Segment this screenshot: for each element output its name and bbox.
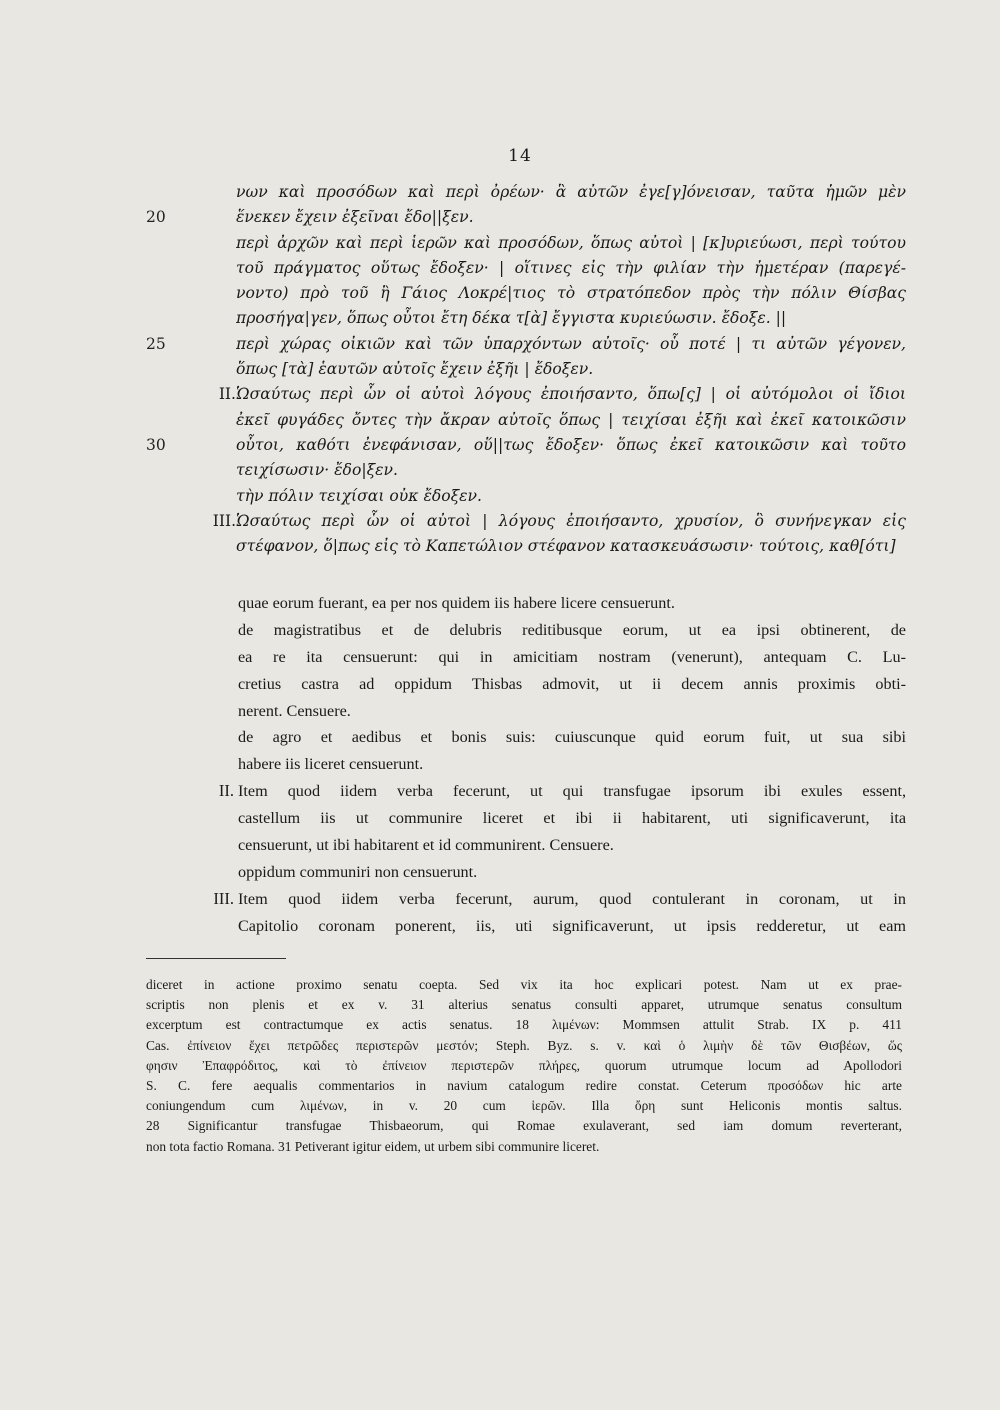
greek-line (146, 484, 906, 509)
latin-line (150, 644, 906, 671)
latin-line-text: de agro et aedibus et bonis suis: cuiuscunque quid eorum fuit, ut sua sibi (238, 728, 906, 747)
latin-line-text: de magistratibus et de delubris reditibusque eorum, ut ea ipsi obtinerent, de (238, 620, 906, 639)
footnotes-block (146, 975, 902, 1157)
footnote-line (146, 1116, 902, 1136)
greek-line-text: τοῦ πράγματος οὕτως ἔδοξεν· | οἵτινες εἰς τὴν φιλίαν τὴν ἡμετέραν (παρεγέ- (236, 258, 906, 277)
latin-line (150, 778, 906, 805)
line-number: 20 (146, 208, 166, 227)
footnote-text: scriptis non plenis et ex v. 31 alterius senatus consulti apparet, utrumque senatus consultum (146, 997, 902, 1013)
latin-line-text: Item quod iidem verba fecerunt, aurum, quod contulerant in coronam, ut in (238, 889, 906, 908)
greek-line-text: προσήγα|γεν, ὅπως οὗτοι ἔτη δέκα τ[ὰ] ἔγγιστα κυριεύωσιν. ἔδοξε. || (236, 309, 787, 328)
greek-line-text: Ὡσαύτως περὶ ὧν οἱ αὐτοὶ λόγους ἐποιήσαντο, ὅπω[ς] | οἱ αὐτόμολοι οἱ ἴδιοι (236, 385, 906, 404)
latin-line-text: castellum iis ut communire liceret et ibi ii habitarent, uti significaverunt, ita (238, 809, 906, 828)
greek-line-text: τὴν πόλιν τειχίσαι οὐκ ἔδοξεν. (236, 486, 482, 505)
greek-line (146, 408, 906, 433)
latin-line (150, 724, 906, 751)
latin-line (150, 886, 906, 913)
section-marker: II. (218, 385, 236, 404)
footnote-line (146, 975, 902, 995)
latin-line-text: oppidum communiri non censuerunt. (238, 862, 478, 881)
greek-line (146, 458, 906, 483)
greek-line-text: τειχίσωσιν· ἔδο|ξεν. (236, 461, 398, 480)
greek-line (146, 180, 906, 205)
greek-text-block (146, 180, 906, 559)
latin-line (150, 832, 906, 859)
latin-line (150, 671, 906, 698)
section-marker: III. (213, 888, 234, 908)
footnote-text: S. C. fere aequalis commentarios in navium catalogum redire constat. Ceterum προσόδων hic arte (146, 1077, 902, 1093)
latin-line (150, 751, 906, 778)
footnote-line (146, 1076, 902, 1096)
latin-line-text: nerent. Censuere. (238, 701, 351, 720)
footnote-text: coniungendum cum λιμένων, in v. 20 cum ἱερῶν. Illa ὄρη sunt Heliconis montis saltus. (146, 1098, 902, 1114)
greek-line-text: νων καὶ προσόδων καὶ περὶ ὀρέων· ἃ αὐτῶν ἐγε[γ]όνεισαν, ταῦτα ἡμῶν μὲν (236, 183, 906, 201)
greek-line-text: οὗτοι, καθότι ἐνεφάνισαν, οὕ||τως ἔδοξεν· ὅπως ἐκεῖ κατοικῶσιν καὶ τοῦτο (236, 435, 906, 454)
greek-line (146, 256, 906, 281)
latin-line-text: cretius castra ad oppidum Thisbas admovit, ut ii decem annis proximis obti- (238, 674, 906, 693)
greek-line (146, 306, 906, 331)
latin-line (150, 859, 906, 886)
greek-line-text: νοντο) πρὸ τοῦ ἢ Γάιος Λοκρέ|τιος τὸ στρατόπεδον πρὸς τὴν πόλιν Θίσβας (236, 284, 906, 303)
greek-line-text: ἐκεῖ φυγάδες ὄντες τὴν ἄκραν αὐτοῖς ὅπως | τειχίσαι ἐξῆι καὶ ἐκεῖ κατοικῶσιν (236, 410, 906, 429)
greek-line (146, 205, 906, 230)
footnote-line (146, 1056, 902, 1076)
greek-line (146, 357, 906, 382)
greek-line (146, 231, 906, 256)
footnote-line (146, 1036, 902, 1056)
greek-line (146, 509, 906, 534)
greek-line (146, 332, 906, 357)
footnote-line (146, 1137, 902, 1157)
page-number: 14 (508, 146, 532, 166)
greek-line (146, 281, 906, 306)
footnote-text: Cas. ἐπίνειον ἔχει πετρῶδες περιστερῶν μεστόν; Steph. Byz. s. v. καὶ ὁ λιμὴν δὲ τῶν Θισβέων, ὥς (146, 1037, 902, 1053)
greek-line (146, 382, 906, 407)
footnote-line (146, 1096, 902, 1116)
latin-line-text: Capitolio coronam ponerent, iis, uti significaverunt, ut ipsis redderetur, ut eam (238, 916, 906, 935)
footnote-text: excerptum est contractumque ex actis senatus. 18 λιμένων: Mommsen attulit Strab. IX p. 411 (146, 1017, 902, 1033)
greek-line-text: ἕνεκεν ἔχειν ἐξεῖναι ἔδο||ξεν. (236, 208, 474, 227)
latin-line-text: censuerunt, ut ibi habitarent et id communirent. Censuere. (238, 836, 614, 855)
latin-line (150, 698, 906, 725)
footnote-line (146, 1015, 902, 1035)
greek-line-text: περὶ ἀρχῶν καὶ περὶ ἱερῶν καὶ προσόδων, ὅπως αὐτοὶ | [κ]υριεύωσι, περὶ τούτου (236, 233, 906, 252)
latin-translation-block (150, 590, 906, 940)
latin-line (150, 590, 906, 617)
greek-line-text: Ὡσαύτως περὶ ὧν οἱ αὐτοὶ | λόγους ἐποιήσαντο, χρυσίον, ὃ συνήνεγκαν εἰς (236, 511, 906, 530)
footnote-text: 28 Significantur transfugae Thisbaeorum, qui Romae exulaverant, sed iam domum reverterant, (146, 1118, 902, 1134)
latin-line-text: ea re ita censuerunt: qui in amicitiam nostram (venerunt), antequam C. Lu- (238, 647, 906, 666)
latin-line-text: habere iis liceret censuerunt. (238, 755, 424, 774)
footnote-line (146, 995, 902, 1015)
line-number: 25 (146, 334, 166, 353)
footnote-rule (146, 958, 286, 959)
greek-line (146, 433, 906, 458)
section-marker: III. (212, 511, 236, 530)
latin-line (150, 913, 906, 940)
latin-line-text: Item quod iidem verba fecerunt, ut qui transfugae ipsorum ibi exules essent, (238, 782, 906, 801)
footnote-text: diceret in actione proximo senatu coepta. Sed vix ita hoc explicari potest. Nam ut ex prae- (146, 977, 902, 992)
latin-line (150, 805, 906, 832)
greek-line (146, 534, 906, 559)
greek-line-text: στέφανον, ὅ|πως εἰς τὸ Καπετώλιον στέφανον κατασκευάσωσιν· τούτοις, καθ[ότι] (236, 537, 896, 556)
greek-line-text: ὅπως [τὰ] ἑαυτῶν αὐτοῖς ἔχειν ἐξῆι | ἔδοξεν. (236, 360, 594, 379)
latin-line (150, 617, 906, 644)
footnote-text: non tota factio Romana. 31 Petiverant igitur eidem, ut urbem sibi communire liceret. (146, 1138, 600, 1154)
footnote-text: φησιν Ἐπαφρόδιτος, καὶ τὸ ἐπίνειον περιστερῶν πλήρες, quorum utrumque locum ad Apollodori (146, 1057, 902, 1073)
section-marker: II. (218, 781, 234, 801)
line-number: 30 (146, 435, 166, 454)
latin-line-text: quae eorum fuerant, ea per nos quidem iis habere licere censuerunt. (238, 594, 675, 612)
greek-line-text: περὶ χώρας οἰκιῶν καὶ τῶν ὑπαρχόντων αὐτοῖς· οὗ ποτέ | τι αὐτῶν γέγονεν, (236, 334, 906, 353)
